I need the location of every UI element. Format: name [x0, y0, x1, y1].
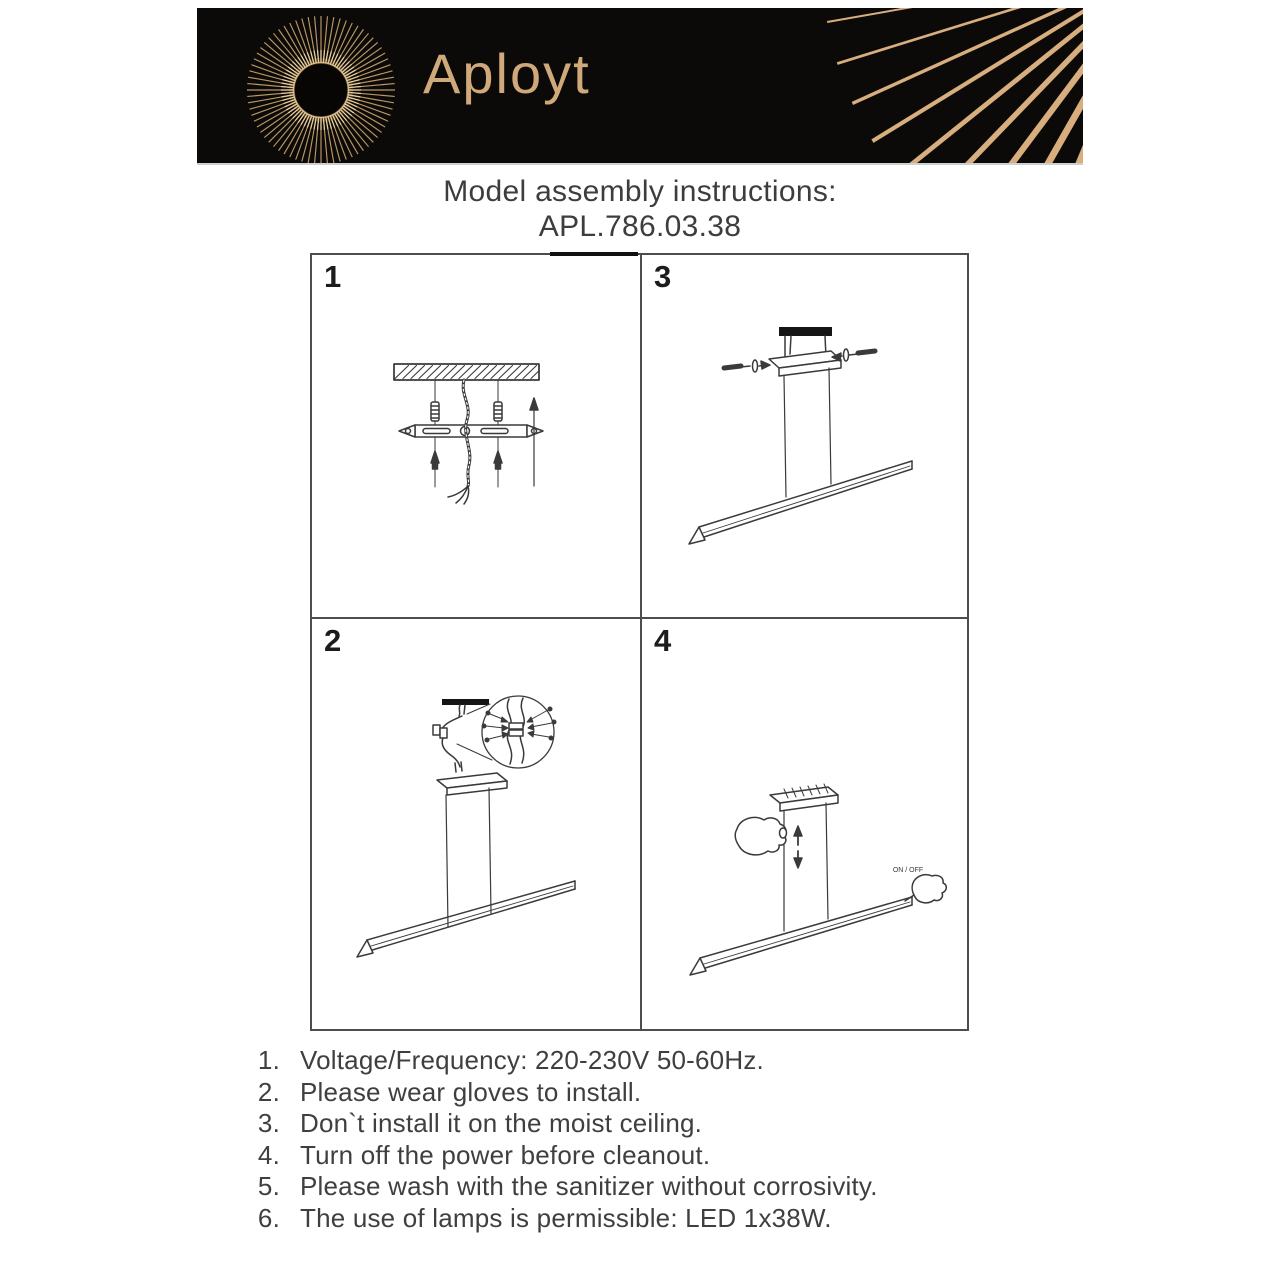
item-text: Please wear gloves to install.	[300, 1076, 642, 1107]
brand-logo-text: Aployt	[423, 42, 591, 105]
sunburst-logo-icon	[247, 16, 395, 163]
step-number: 3	[654, 259, 672, 294]
item-number: 3.	[257, 1108, 280, 1138]
list-item	[248, 1077, 1038, 1109]
item-text: The use of lamps is permissible: LED 1x38W.	[300, 1202, 832, 1233]
wiring-diagram	[312, 619, 640, 1029]
item-number: 2.	[257, 1076, 280, 1107]
list-item	[248, 1203, 1038, 1235]
item-number: 5.	[257, 1171, 280, 1201]
item-text: Please wash with the sanitizer without corrosivity.	[300, 1171, 878, 1201]
panel-step-1	[312, 255, 640, 617]
step-number: 1	[324, 259, 342, 294]
panel-step-4	[642, 619, 967, 1029]
panel-step-2	[312, 619, 640, 1029]
item-text: Don`t install it on the moist ceiling.	[300, 1108, 703, 1138]
item-text: Turn off the power before cleanout.	[300, 1139, 711, 1170]
item-number: 4.	[257, 1139, 280, 1170]
item-number: 6.	[257, 1202, 280, 1233]
panel-step-3	[642, 255, 967, 617]
safety-instructions-list	[248, 1045, 1038, 1234]
brand-banner	[197, 8, 1083, 165]
list-item	[248, 1140, 1038, 1172]
item-number: 1.	[257, 1045, 280, 1075]
page-title: Model assembly instructions:	[443, 175, 837, 208]
ceiling-bracket-diagram	[312, 255, 640, 617]
model-number: APL.786.03.38	[538, 210, 742, 243]
step-number: 2	[324, 623, 342, 658]
adjustment-switch-diagram	[642, 619, 967, 1029]
corner-rays-decoration	[827, 8, 1083, 163]
list-item	[248, 1108, 1038, 1140]
item-text: Voltage/Frequency: 220-230V 50-60Hz.	[300, 1045, 764, 1075]
list-item	[248, 1171, 1038, 1203]
list-item	[248, 1045, 1038, 1077]
assembly-steps-grid	[310, 253, 969, 1031]
canopy-screws-diagram	[642, 255, 967, 617]
step-number: 4	[654, 623, 672, 658]
banner-decorations	[197, 8, 1083, 163]
on-off-label: ON / OFF	[892, 867, 924, 874]
